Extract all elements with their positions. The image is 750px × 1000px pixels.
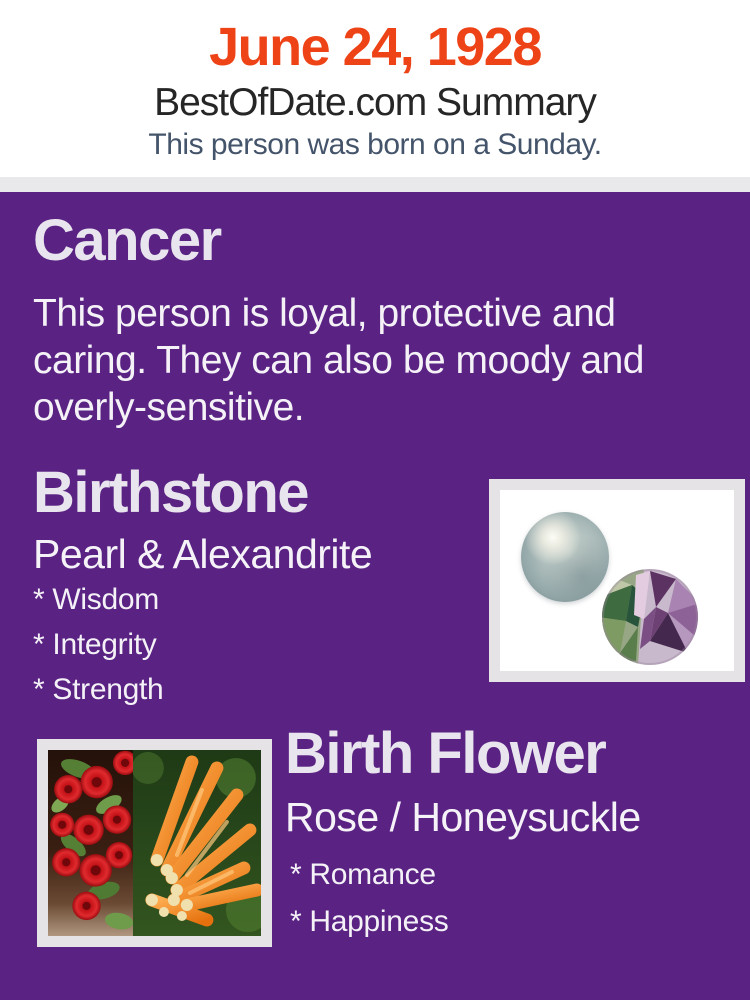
birth-flower-trait: * Romance <box>290 858 436 891</box>
birthstone-trait: * Integrity <box>33 628 157 661</box>
alexandrite-icon <box>592 569 704 666</box>
birthstone-title: Birthstone <box>33 460 308 525</box>
birth-flower-image-canvas <box>48 750 261 936</box>
birth-flower-trait-list <box>290 860 448 954</box>
page-title-date: June 24, 1928 <box>209 17 541 77</box>
birthstone-image-canvas <box>500 490 734 671</box>
header-divider <box>0 177 750 192</box>
birthstone-trait-list <box>33 585 163 720</box>
birth-flower-names: Rose / Honeysuckle <box>285 794 641 840</box>
red-roses-icon <box>48 750 133 936</box>
birth-flower-image <box>37 739 272 947</box>
birth-flower-title: Birth Flower <box>285 721 606 786</box>
birthstone-names: Pearl & Alexandrite <box>33 531 373 577</box>
zodiac-sign-title: Cancer <box>33 208 221 273</box>
site-summary-title: BestOfDate.com Summary <box>154 81 596 124</box>
zodiac-description: This person is loyal, protective and caring. They can also be moody and overly-sensitive. <box>33 292 644 430</box>
birth-flower-trait: * Happiness <box>290 905 449 938</box>
honeysuckle-icon <box>133 750 261 936</box>
summary-body <box>0 192 750 1000</box>
born-day-line: This person was born on a Sunday. <box>148 128 602 161</box>
birthstone-trait: * Strength <box>33 673 164 706</box>
birthstone-trait: * Wisdom <box>33 583 159 616</box>
birthstone-image <box>489 479 745 682</box>
